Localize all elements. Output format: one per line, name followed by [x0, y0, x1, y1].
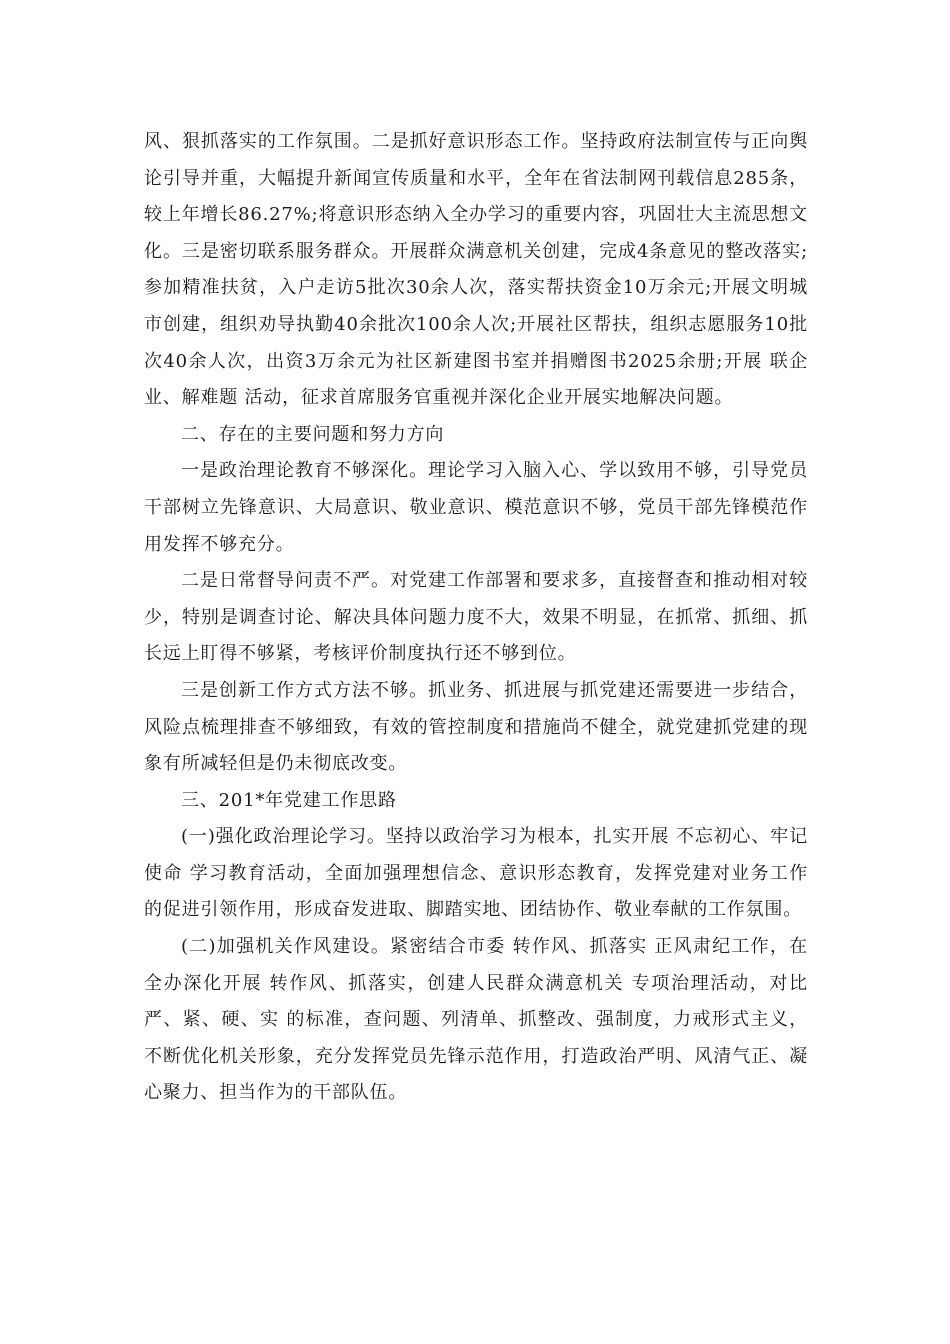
section-heading-problems: 二、存在的主要问题和努力方向 — [181, 423, 445, 445]
paragraph-work-atmosphere: 风、狠抓落实的工作氛围。二是抓好意识形态工作。坚持政府法制宣传与正向舆论引导并重，大幅提升新闻宣传质量和水平，全年在省法制网刊载信息285条，较上年增长86.27%;将意识形态纳入全办学习的重要内容，巩固壮大主流思想文化。三是密切联系服务群众。开展群众满意机关创建，完成4条意见的整改落实;参加精准扶贫，入户走访5批次30余人次，落实帮扶资金10万余元;开展文明城市创建，组织劝导执勤40余批次100余人次;开展社区帮扶，组织志愿服务10批次40余人次，出资3万余元为社区新建图书室并捐赠图书2025余册;开展 联企业、解难题 活动，征求首席服务官重视并深化企业开展实地解决问题。 — [144, 131, 808, 409]
paragraph-theory-study: (一)强化政治理论学习。坚持以政治学习为根本，扎实开展 不忘初心、牢记使命 学习教育活动，全面加强理想信念、意识形态教育，发挥党建对业务工作的促进引领作用，形成奋发进取、脚踏实地、团结协作、敬业奉献的工作氛围。 — [144, 826, 808, 921]
document-body — [144, 124, 808, 1112]
section-heading-work-plan: 三、201*年党建工作思路 — [181, 789, 397, 811]
paragraph-supervision: 二是日常督导问责不严。对党建工作部署和要求多，直接督查和推动相对较少，特别是调查讨论、解决具体问题力度不大，效果不明显，在抓常、抓细、抓长远上盯得不够紧，考核评价制度执行还不够到位。 — [144, 570, 808, 665]
paragraph-political-theory: 一是政治理论教育不够深化。理论学习入脑入心、学以致用不够，引导党员干部树立先锋意识、大局意识、敬业意识、模范意识不够，党员干部先锋模范作用发挥不够充分。 — [144, 460, 808, 555]
paragraph-innovation: 三是创新工作方式方法不够。抓业务、抓进展与抓党建还需要进一步结合，风险点梳理排查不够细致，有效的管控制度和措施尚不健全，就党建抓党建的现象有所减轻但是仍未彻底改变。 — [144, 679, 808, 775]
paragraph-work-style: (二)加强机关作风建设。紧密结合市委 转作风、抓落实 正风肃纪工作，在全办深化开展 转作风、抓落实，创建人民群众满意机关 专项治理活动，对比严、紧、硬、实 的标准，查问题、列清单、抓整改、强制度，力戒形式主义，不断优化机关形象，充分发挥党员先锋示范作用，打造政治严明、风清气正、凝心聚力、担当作为的干部队伍。 — [144, 936, 808, 1104]
